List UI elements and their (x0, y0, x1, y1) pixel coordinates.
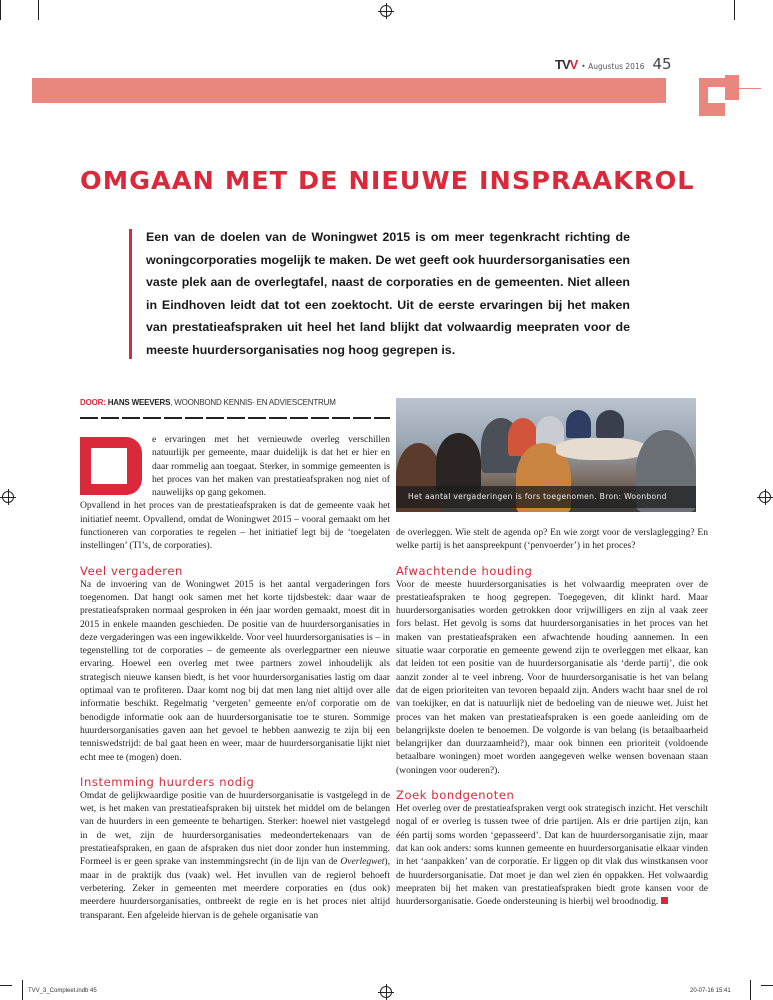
paragraph: Het overleg over de prestatieafspraken vergt ook strategisch inzicht. Het verschilt nogal of er overleg is tussen twee of drie partijen. Als er drie partijen zijn, kan één partij soms worden ‘gepasseerd’. Dat kan de huurdersorganisatie zijn, maar dat kan ook anders: soms kunnen gemeente en huurdersorganisatie elkaar vinden in het ‘aanpakken’ van de corporatie. Er liggen op dit vlak dus winstkansen voor de huurdersorganisatie. Dat moet je dan wel zien én oppakken. Het volwaardig meepraten bij het maken van prestatieafspraken biedt grote kansen voor de huurdersorganisatie. Goede ondersteuning is hierbij wel broodnodig. (396, 803, 708, 908)
registration-mark-icon (2, 491, 14, 503)
footer-timestamp: 20-07-16 15:41 (690, 988, 731, 994)
photo-caption: Het aantal vergaderingen is fors toegenomen. Bron: Woonbond (396, 486, 696, 508)
dashed-divider (80, 417, 390, 419)
registration-mark-icon (759, 491, 771, 503)
column-left (80, 433, 390, 922)
paragraph: Voor de meeste huurdersorganisaties is het volwaardig meepraten over de prestatieafspraken te hoog gegrepen. Toegegeven, dit klinkt hard. Maar huurdersorganisaties worden getrokken door vrijwilligers en zijn al vaak zeer fors belast. Het gevolg is soms dat huurdersorganisaties in het proces van het maken van prestatieafspraken een afwachtende houding aannemen. In een situatie waar corporatie en gemeente gewend zijn te overleggen met elkaar, kan dat leiden tot een positie van de huurdersorganisatie als ‘derde partij’, die ook aanzit zonder al te veel inbreng. Voor de huurdersorganisatie is het van belang dat de eigen prioriteiten van tevoren bepaald zijn. Anders wacht haar snel de rol van toekijker, en dat is natuurlijk niet de bedoeling van de nieuwe wet. Juist het proces van het maken van prestatieafspraken is een goede aanleiding om de belangrijkste doelen te benoemen. De volgorde is van belang (is betaalbaarheid belangrijker dan duurzaamheid?), maar ook binnen een prioriteit (voldoende betaalbare woningen) moet worden aangegeven welke wensen bovenaan staan (woningen voor ouderen?). (396, 578, 708, 776)
paragraph: de overleggen. Wie stelt de agenda op? En wie zorgt voor de verslaglegging? En welke partij is het aanspreekpunt (‘penvoerder’) in het proces? (396, 527, 708, 552)
column-right (396, 526, 708, 908)
registration-mark-icon (380, 5, 392, 17)
header-banner (32, 78, 666, 103)
byline-label: DOOR: (80, 398, 106, 407)
banner-pixel (725, 75, 739, 100)
banner-pixel (699, 78, 708, 116)
crop-mark (0, 0, 1, 20)
footer-rule (22, 980, 23, 1000)
section-heading: Veel vergaderen (80, 563, 183, 578)
paragraph: Na de invoering van de Woningwet 2015 is het aantal vergaderingen fors toegenomen. Dat hangt ook samen met het korte tijdsbestek: daar waar de prestatieafspraken normaal gesproken in één jaar worden gemaakt, moest dit in 2015 in enkele maanden geschieden. De positie van de huurdersorganisaties in deze vergaderingen was een ingewikkelde. Voor veel huurdersorganisaties is – in tegenstelling tot de corporaties – de gemeente als overlegpartner een nieuwe ervaring. Hoewel een overleg met twee partners zowel inhoudelijk als strategisch nieuwe kansen biedt, is het voor huurdersorganisaties lastig om daar optimaal van te profiteren. Daar komt nog bij dat men lang niet altijd over alle informatie beschikt. Regelmatig ‘vergeten’ gemeente en/of corporatie om de benodigde informatie ook aan de huurdersorganisatie toe te sturen. Sommige huurdersorganisaties gaven aan het gevoel te hebben aanwezig te zijn bij een tenniswedstrijd: de bal gaat heen en weer, maar de huurdersorganisatie lijkt niet echt mee te (mogen) doen. (80, 578, 390, 763)
byline (80, 398, 336, 407)
registration-mark-icon (380, 986, 392, 998)
tvv-logo: TVV (555, 57, 578, 72)
issue-date: • Augustus 2016 (581, 62, 645, 71)
paragraph: Omdat de gelijkwaardige positie van de huurdersorganisatie is vastgelegd in de wet, is het maken van prestatieafspraken bij uitstek het middel om de belangen van de huurders in een gemeente te behartigen. Sterker: hoewel niet vastgelegd in de wet, zijn de huurdersorganisaties medeondertekenaars van de prestatieafspraken, en gaan de afspraken dus niet door zonder hun instemming. Formeel is er geen sprake van instemmingsrecht (in de lijn van de Overlegwet), maar in de praktijk dus (vaak) wel. Het invullen van de regierol behoeft verbetering. Zeker in gemeenten met meerdere corporaties en (dus ook) meerdere huurdersorganisaties, ontbreekt de regie en is het proces niet altijd transparant. Een afgeleide hiervan is de gehele organisatie van (80, 789, 390, 921)
banner-pixel (739, 88, 761, 89)
intro-accent-bar (129, 229, 132, 359)
footer-file: TVV_3_Compleet.indb 45 (28, 988, 97, 994)
byline-author: HANS WEEVERS (107, 398, 171, 407)
section-heading: Instemming huurders nodig (80, 774, 255, 789)
page-number: 45 (652, 55, 672, 73)
crop-mark (734, 0, 735, 20)
section-heading: Afwachtende houding (396, 563, 533, 578)
paragraph: Opvallend in het proces van de prestatieafspraken is dat de gemeente vaak het initiatief neemt. Opvallend, omdat de Woningwet 2015 – vooral gemaakt om het functioneren van corporaties te regelen – het initiatief legt bij de ‘toegelaten instellingen’ (TI’s, de corporaties). (80, 500, 390, 552)
opening-paragraph: e ervaringen met het vernieuwde overleg verschillen natuurlijk per gemeente, maar duidelijk is dat het er hier en daar rommelig aan toegaat. Sterker, in sommige gemeenten is het proces van het maken van prestatieafspraken nog niet of nauwelijks op gang gekomen. (80, 433, 390, 499)
crop-mark (750, 980, 751, 1000)
banner-pixel (708, 78, 725, 87)
banner-pixel (708, 103, 725, 116)
drop-cap-d (80, 437, 142, 495)
meeting-photo (396, 398, 696, 512)
crop-mark (761, 985, 773, 986)
section-heading: Zoek bondgenoten (396, 788, 515, 803)
article-intro: Een van de doelen van de Woningwet 2015 is om meer tegenkracht richting de woningcorporaties mogelijk te maken. De wet geeft ook huurdersorganisaties een vaste plek aan de overlegtafel, naast de corporaties en de gemeenten. Niet alleen in Eindhoven leidt dat tot een zoektocht. Uit de eerste ervaringen bij het maken van prestatieafspraken uit heel het land blijkt dat volwaardig meepraten voor de meeste huurdersorganisaties nog hoog gegrepen is. (146, 230, 630, 357)
crop-mark (0, 985, 12, 986)
byline-organization: , WOONBOND KENNIS- EN ADVIESCENTRUM (170, 398, 336, 407)
article-title: OMGAAN MET DE NIEUWE INSPRAAKROL (80, 166, 695, 195)
page-header (555, 55, 672, 73)
crop-mark (38, 0, 39, 20)
end-mark-icon (661, 897, 668, 904)
